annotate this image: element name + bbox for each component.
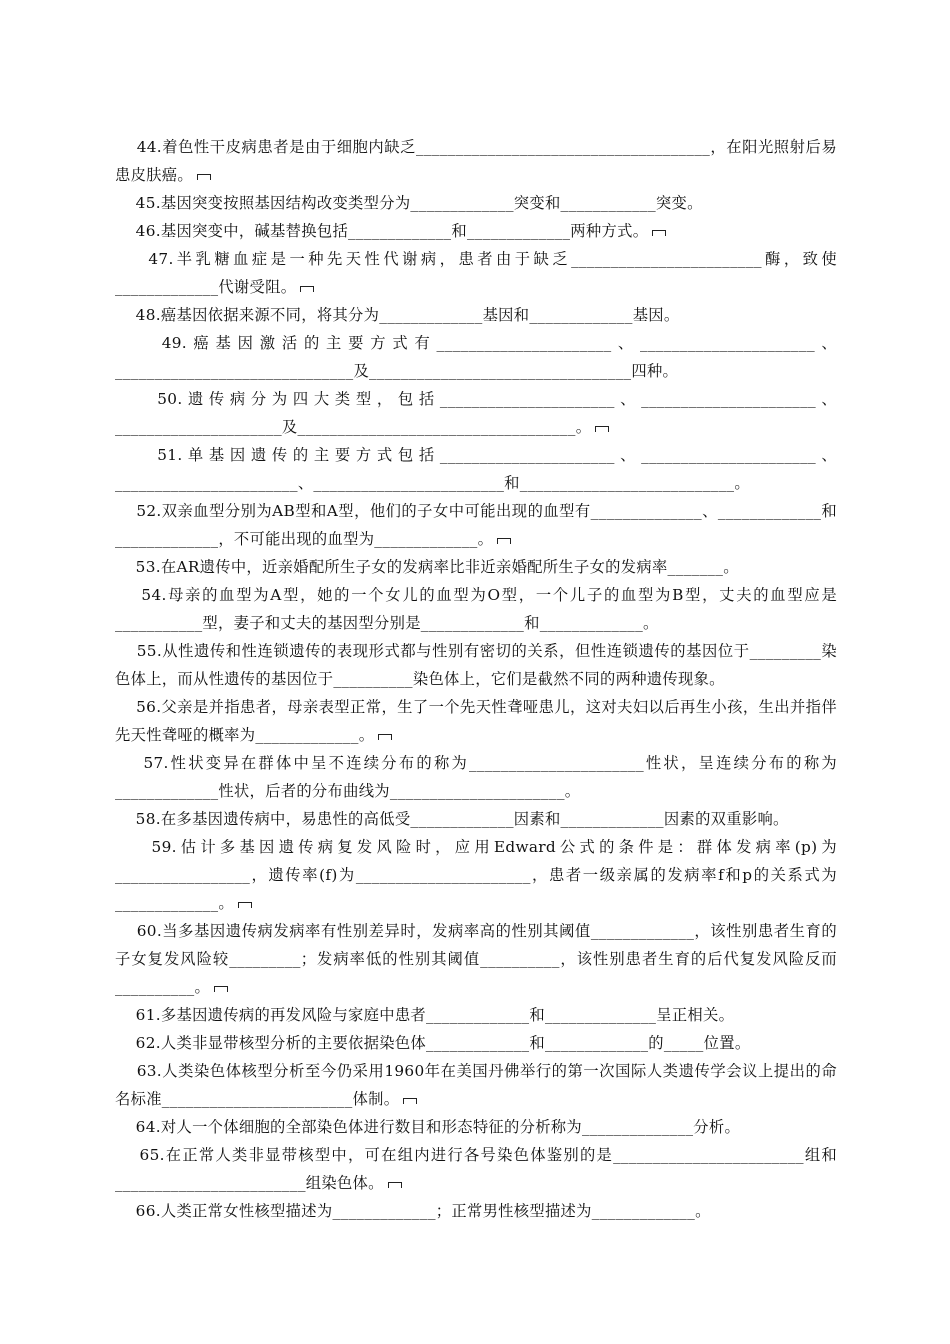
question-text: 49.癌基因激活的主要方式有______________________、______________________、______________________________及_________________________________四种。 bbox=[115, 334, 838, 380]
bracket-mark-icon bbox=[300, 286, 314, 292]
question-item bbox=[115, 301, 837, 329]
question-item bbox=[115, 917, 837, 1001]
question-item bbox=[115, 1057, 837, 1113]
question-text: 60.当多基因遗传病发病率有性别差异时，发病率高的性别其阈值_____________，该性别患者生育的子女复发风险较_________；发病率低的性别其阈值__________，该性别患者生育的后代复发风险反而__________。 bbox=[115, 922, 838, 996]
question-text: 59.估计多基因遗传病复发风险时，应用Edward公式的条件是：群体发病率(p)为_________________，遗传率(f)为______________________，患者一级亲属的发病率f和p的关系式为_____________。 bbox=[115, 838, 837, 912]
question-item bbox=[115, 749, 837, 805]
question-item bbox=[115, 693, 837, 749]
question-item bbox=[115, 245, 837, 301]
question-text: 45.基因突变按照基因结构改变类型分为_____________突变和____________突变。 bbox=[115, 194, 703, 212]
question-text: 63.人类染色体核型分析至今仍采用1960年在美国丹佛举行的第一次国际人类遗传学会议上提出的命名标准________________________体制。 bbox=[115, 1062, 838, 1108]
question-text: 56.父亲是并指患者，母亲表型正常，生了一个先天性聋哑患儿，这对夫妇以后再生小孩，生出并指伴先天性聋哑的概率为_____________。 bbox=[115, 698, 837, 744]
question-text: 52.双亲血型分别为AB型和A型，他们的子女中可能出现的血型有______________、_____________和_____________，不可能出现的血型为_____________。 bbox=[115, 502, 837, 548]
question-text: 46.基因突变中，碱基替换包括_____________和_____________两种方式。 bbox=[115, 222, 649, 240]
question-text: 44.着色性干皮病患者是由于细胞内缺乏_____________________________________，在阳光照射后易患皮肤癌。 bbox=[115, 138, 837, 184]
question-text: 58.在多基因遗传病中，易患性的高低受_____________因素和_____________因素的双重影响。 bbox=[115, 810, 789, 828]
question-item bbox=[115, 1197, 837, 1225]
question-item bbox=[115, 217, 837, 245]
bracket-mark-icon bbox=[497, 538, 511, 544]
question-text: 62.人类非显带核型分析的主要依据染色体_____________和_____________的_____位置。 bbox=[115, 1034, 751, 1052]
question-text: 53.在AR遗传中，近亲婚配所生子女的发病率比非近亲婚配所生子女的发病率_______。 bbox=[115, 558, 739, 576]
question-item bbox=[115, 385, 837, 441]
question-text: 54.母亲的血型为A型，她的一个女儿的血型为O型，一个儿子的血型为B型，丈夫的血型应是___________型，妻子和丈夫的基因型分别是_____________和_____________。 bbox=[115, 586, 837, 632]
question-item bbox=[115, 553, 837, 581]
question-item bbox=[115, 637, 837, 693]
question-item bbox=[115, 1113, 837, 1141]
bracket-mark-icon bbox=[388, 1182, 402, 1188]
question-text: 55.从性遗传和性连锁遗传的表现形式都与性别有密切的关系，但性连锁遗传的基因位于_________染色体上，而从性遗传的基因位于__________染色体上，它们是截然不同的两种遗传现象。 bbox=[115, 642, 837, 688]
bracket-mark-icon bbox=[595, 426, 609, 432]
question-item bbox=[115, 805, 837, 833]
question-item bbox=[115, 581, 837, 637]
question-text: 61.多基因遗传病的再发风险与家庭中患者_____________和______________呈正相关。 bbox=[115, 1006, 735, 1024]
question-text: 66.人类正常女性核型描述为_____________；正常男性核型描述为_____________。 bbox=[115, 1202, 711, 1220]
question-item bbox=[115, 1029, 837, 1057]
question-item bbox=[115, 833, 837, 917]
question-list bbox=[115, 133, 837, 1225]
question-item bbox=[115, 189, 837, 217]
question-text: 47.半乳糖血症是一种先天性代谢病，患者由于缺乏________________________酶，致使_____________代谢受阻。 bbox=[115, 250, 837, 296]
question-text: 64.对人一个体细胞的全部染色体进行数目和形态特征的分析称为______________分析。 bbox=[115, 1118, 741, 1136]
question-item bbox=[115, 441, 837, 497]
bracket-mark-icon bbox=[403, 1098, 417, 1104]
question-item bbox=[115, 1141, 837, 1197]
question-item bbox=[115, 1001, 837, 1029]
question-item bbox=[115, 133, 837, 189]
bracket-mark-icon bbox=[238, 902, 252, 908]
question-item bbox=[115, 329, 837, 385]
question-text: 65.在正常人类非显带核型中，可在组内进行各号染色体鉴别的是________________________组和________________________组染色体。 bbox=[115, 1146, 837, 1192]
question-text: 57.性状变异在群体中呈不连续分布的称为______________________性状，呈连续分布的称为_____________性状，后者的分布曲线为______________________。 bbox=[115, 754, 837, 800]
question-text: 50.遗传病分为四大类型，包括______________________、______________________、_____________________及___________________________________。 bbox=[115, 390, 837, 436]
bracket-mark-icon bbox=[214, 986, 228, 992]
question-item bbox=[115, 497, 837, 553]
bracket-mark-icon bbox=[197, 174, 211, 180]
bracket-mark-icon bbox=[652, 230, 666, 236]
question-text: 48.癌基因依据来源不同，将其分为_____________基因和_____________基因。 bbox=[115, 306, 680, 324]
worksheet-page bbox=[115, 133, 837, 1225]
question-text: 51.单基因遗传的主要方式包括______________________、______________________、_______________________、________________________和___________________________。 bbox=[115, 446, 837, 492]
bracket-mark-icon bbox=[378, 734, 392, 740]
